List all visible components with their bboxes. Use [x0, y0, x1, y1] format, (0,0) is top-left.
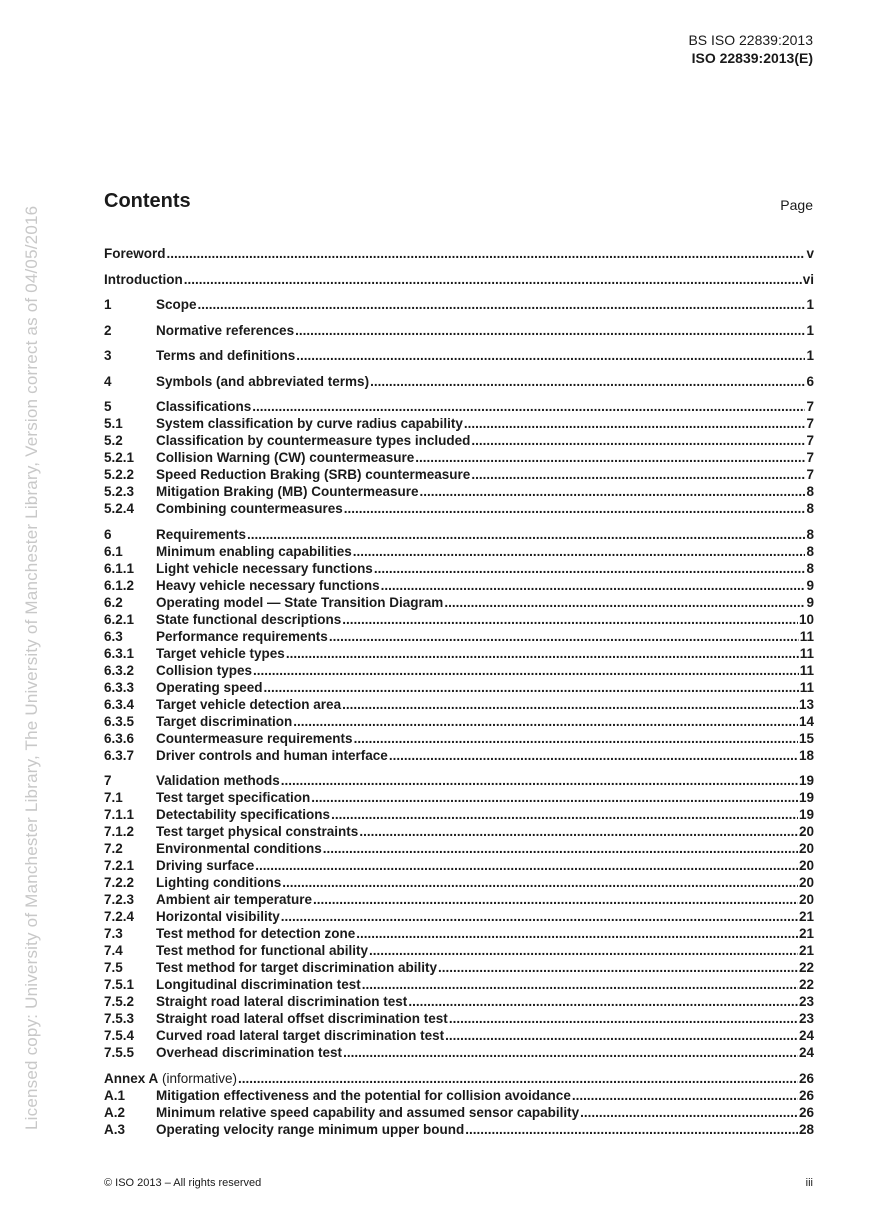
- toc-dot-leader: [167, 245, 806, 262]
- toc-section-number: 6.3.5: [104, 713, 135, 729]
- toc-page-number: 1: [806, 297, 814, 312]
- toc-section-number: 6: [104, 526, 112, 542]
- toc-entry[interactable]: [104, 611, 814, 628]
- license-watermark: Licensed copy: University of Manchester Library, The University of Manchester Library, Version correct as of 04/05/2016: [22, 205, 41, 1130]
- toc-page-number: 26: [798, 1070, 814, 1086]
- toc-page-number: 21: [798, 909, 814, 924]
- toc-section-number: 7.5.2: [104, 994, 135, 1009]
- toc-section-title: Minimum relative speed capability and assumed sensor capability: [156, 1104, 580, 1120]
- toc-section-title: Validation methods: [156, 773, 280, 788]
- toc-section-number: 5.1: [104, 416, 123, 431]
- toc-section-title: Driving surface: [156, 858, 255, 873]
- toc-entry[interactable]: [104, 679, 814, 696]
- toc-entry[interactable]: [104, 891, 814, 908]
- toc-section-number: 7.1.2: [104, 824, 135, 839]
- toc-section-number: 6.1.1: [104, 560, 135, 576]
- toc-entry[interactable]: [104, 398, 814, 415]
- toc-entry[interactable]: [104, 594, 814, 611]
- toc-group-gap: [104, 1061, 814, 1070]
- toc-section-number: 5.2.4: [104, 501, 135, 516]
- toc-section-title: Light vehicle necessary functions: [156, 560, 373, 576]
- toc-section-number: 6.1.2: [104, 577, 135, 593]
- toc-entry[interactable]: [104, 449, 814, 466]
- toc-section-title: Detectability specifications: [156, 807, 331, 822]
- toc-section-title: Test method for detection zone: [156, 926, 356, 941]
- toc-dot-leader: [464, 415, 806, 432]
- toc-dot-leader: [420, 483, 806, 500]
- toc-page-number: 7: [806, 433, 814, 448]
- toc-entry[interactable]: [104, 1070, 814, 1087]
- toc-section-title: Operating model — State Transition Diagram: [156, 594, 444, 610]
- toc-page-number: 9: [806, 577, 814, 593]
- toc-section-number: 6.3.7: [104, 747, 135, 763]
- toc-dot-leader: [247, 526, 805, 543]
- toc-page-number: 20: [798, 824, 814, 839]
- toc-page-number: 24: [798, 1028, 814, 1043]
- toc-section-title: Heavy vehicle necessary functions: [156, 577, 380, 593]
- toc-entry[interactable]: [104, 577, 814, 594]
- toc-section-title: Speed Reduction Braking (SRB) countermeasure: [156, 467, 471, 482]
- toc-entry[interactable]: [104, 747, 814, 764]
- header-standard-iso: ISO 22839:2013(E): [691, 50, 813, 66]
- toc-section-number: 6.2: [104, 594, 123, 610]
- toc-dot-leader: [374, 560, 806, 577]
- toc-section-number: 1: [104, 297, 112, 312]
- toc-section-number: 7.2.3: [104, 892, 135, 907]
- toc-dot-leader: [295, 322, 805, 339]
- toc-section-title: Longitudinal discrimination test: [156, 977, 361, 992]
- toc-section-number: 6.3.6: [104, 730, 135, 746]
- toc-entry[interactable]: [104, 789, 814, 806]
- toc-entry[interactable]: [104, 976, 814, 993]
- toc-entry[interactable]: [104, 1027, 814, 1044]
- toc-section-title: Mitigation Braking (MB) Countermeasure: [156, 484, 419, 499]
- toc-section-number: 6.3.3: [104, 679, 135, 695]
- toc-section-number: A.2: [104, 1104, 126, 1120]
- toc-entry[interactable]: [104, 347, 814, 373]
- toc-entry[interactable]: [104, 1104, 814, 1121]
- toc-annex-note: (informative): [158, 1070, 238, 1086]
- toc-section-title: Driver controls and human interface: [156, 747, 388, 763]
- toc-section-title: Target discrimination: [156, 713, 293, 729]
- toc-section-number: 3: [104, 348, 112, 363]
- toc-page-number: 21: [798, 926, 814, 941]
- toc-section-title: Mitigation effectiveness and the potential for collision avoidance: [156, 1087, 571, 1103]
- toc-entry[interactable]: [104, 322, 814, 348]
- toc-section-title: Operating velocity range minimum upper bound: [156, 1121, 465, 1137]
- toc-dot-leader: [331, 806, 798, 823]
- toc-section-title: Foreword: [104, 246, 166, 261]
- toc-section-title: Target vehicle types: [156, 645, 285, 661]
- toc-entry[interactable]: [104, 942, 814, 959]
- toc-dot-leader: [381, 577, 806, 594]
- toc-entry[interactable]: [104, 1121, 814, 1138]
- toc-section-title: Performance requirements: [156, 628, 328, 644]
- toc-entry[interactable]: [104, 1087, 814, 1104]
- toc-section-number: A.1: [104, 1087, 126, 1103]
- toc-dot-leader: [198, 296, 806, 313]
- toc-entry[interactable]: [104, 993, 814, 1010]
- toc-page-number: 6: [806, 373, 814, 389]
- toc-entry[interactable]: [104, 925, 814, 942]
- toc-page-number: 7: [806, 416, 814, 431]
- toc-page-number: 9: [806, 594, 814, 610]
- toc-section-title: Environmental conditions: [156, 841, 322, 856]
- toc-section-number: 6.3.2: [104, 662, 135, 678]
- toc-page-number: 22: [798, 960, 814, 975]
- toc-section-title: Lighting conditions: [156, 875, 282, 890]
- toc-page-number: 8: [806, 526, 814, 542]
- toc-section-number: 6.3: [104, 628, 123, 644]
- toc-section-title: Straight road lateral discrimination test: [156, 994, 408, 1009]
- toc-section-number: 7.5.5: [104, 1045, 135, 1060]
- toc-page-number: 14: [798, 713, 814, 729]
- toc-dot-leader: [354, 730, 798, 747]
- toc-dot-leader: [311, 789, 798, 806]
- toc-page-number: 1: [806, 322, 814, 338]
- toc-page-number: 26: [798, 1087, 814, 1103]
- toc-entry[interactable]: [104, 806, 814, 823]
- toc-section-number: 7: [104, 773, 112, 788]
- toc-section-number: A.3: [104, 1121, 126, 1137]
- toc-dot-leader: [252, 398, 805, 415]
- toc-page-number: 11: [799, 645, 814, 661]
- page-column-label: Page: [780, 197, 813, 213]
- toc-page-number: 7: [806, 450, 814, 465]
- toc-section-number: 5.2.1: [104, 450, 135, 465]
- toc-section-number: 7.5.1: [104, 977, 135, 992]
- toc-entry[interactable]: [104, 628, 814, 645]
- toc-section-title: Ambient air temperature: [156, 892, 313, 907]
- toc-section-title: Test target physical constraints: [156, 824, 359, 839]
- toc-dot-leader: [353, 543, 806, 560]
- toc-dot-leader: [438, 959, 798, 976]
- toc-dot-leader: [356, 925, 798, 942]
- toc-section-title: Symbols (and abbreviated terms): [156, 373, 370, 389]
- toc-section-title: Terms and definitions: [156, 348, 296, 363]
- toc-page-number: 19: [798, 790, 814, 805]
- toc-dot-leader: [359, 823, 798, 840]
- toc-section-number: 6.3.1: [104, 645, 135, 661]
- toc-entry[interactable]: [104, 840, 814, 857]
- toc-section-title: Operating speed: [156, 679, 263, 695]
- toc-page-number: 10: [798, 611, 814, 627]
- toc-dot-leader: [296, 347, 805, 364]
- toc-section-number: 5.2.3: [104, 484, 135, 499]
- toc-entry[interactable]: [104, 713, 814, 730]
- toc-dot-leader: [293, 713, 798, 730]
- toc-dot-leader: [342, 696, 798, 713]
- toc-dot-leader: [329, 628, 799, 645]
- toc-entry[interactable]: [104, 526, 814, 543]
- toc-page-number: 7: [806, 399, 814, 414]
- toc-dot-leader: [342, 611, 798, 628]
- toc-page-number: 19: [798, 773, 814, 788]
- toc-dot-leader: [465, 1121, 798, 1138]
- toc-section-number: 7.5: [104, 960, 123, 975]
- toc-page-number: 11: [799, 628, 814, 644]
- toc-section-title: Straight road lateral offset discrimination test: [156, 1011, 448, 1026]
- page-number: iii: [805, 1177, 813, 1189]
- toc-page-number: 20: [798, 858, 814, 873]
- toc-section-title: Test method for target discrimination ability: [156, 960, 438, 975]
- toc-entry[interactable]: [104, 296, 814, 322]
- toc-entry[interactable]: [104, 1044, 814, 1061]
- toc-entry[interactable]: [104, 908, 814, 925]
- toc-page-number: 15: [798, 730, 814, 746]
- toc-entry[interactable]: [104, 857, 814, 874]
- toc-section-number: 4: [104, 373, 112, 389]
- toc-entry[interactable]: [104, 645, 814, 662]
- toc-section-number: 6.3.4: [104, 696, 135, 712]
- toc-dot-leader: [323, 840, 798, 857]
- toc-section-number: 7.5.3: [104, 1011, 135, 1026]
- toc-dot-leader: [572, 1087, 798, 1104]
- toc-page-number: 13: [798, 696, 814, 712]
- toc-section-title: Curved road lateral target discrimination test: [156, 1028, 445, 1043]
- toc-dot-leader: [282, 874, 798, 891]
- toc-page-number: 20: [798, 841, 814, 856]
- toc-page-number: 23: [798, 994, 814, 1009]
- toc-section-number: 2: [104, 322, 112, 338]
- toc-dot-leader: [471, 432, 805, 449]
- toc-dot-leader: [471, 466, 805, 483]
- toc-section-title: Test method for functional ability: [156, 943, 369, 958]
- toc-section-number: 7.1.1: [104, 807, 135, 822]
- toc-section-number: 6.1: [104, 543, 123, 559]
- toc-page-number: 8: [806, 543, 814, 559]
- toc-page-number: 23: [798, 1011, 814, 1026]
- toc-page-number: 7: [806, 467, 814, 482]
- toc-dot-leader: [264, 679, 799, 696]
- toc-group-gap: [104, 517, 814, 526]
- toc-dot-leader: [370, 373, 805, 390]
- toc-dot-leader: [253, 662, 799, 679]
- toc-page-number: 28: [798, 1121, 814, 1137]
- toc-section-title: Normative references: [156, 322, 295, 338]
- toc-section-title: State functional descriptions: [156, 611, 342, 627]
- toc-page-number: 24: [798, 1045, 814, 1060]
- copyright-footer: © ISO 2013 – All rights reserved: [104, 1177, 262, 1189]
- toc-dot-leader: [362, 976, 798, 993]
- toc-section-number: 7.4: [104, 943, 123, 958]
- toc-entry[interactable]: [104, 271, 814, 297]
- toc-dot-leader: [344, 500, 806, 517]
- toc-entry[interactable]: [104, 466, 814, 483]
- toc-dot-leader: [389, 747, 798, 764]
- toc-section-title: Collision types: [156, 662, 253, 678]
- toc-section-title: Classifications: [156, 399, 252, 414]
- toc-entry[interactable]: [104, 874, 814, 891]
- toc-section-title: Collision Warning (CW) countermeasure: [156, 450, 415, 465]
- toc-section-number: 5: [104, 399, 112, 414]
- toc-section-number: 7.2.2: [104, 875, 135, 890]
- toc-section-number: 7.2.1: [104, 858, 135, 873]
- toc-section-title: System classification by curve radius capability: [156, 416, 463, 431]
- toc-dot-leader: [281, 772, 798, 789]
- toc-page-number: 11: [799, 662, 814, 678]
- toc-entry[interactable]: [104, 245, 814, 271]
- toc-entry[interactable]: [104, 415, 814, 432]
- toc-page-number: 8: [806, 560, 814, 576]
- toc-entry[interactable]: [104, 500, 814, 517]
- toc-section-title: Overhead discrimination test: [156, 1045, 343, 1060]
- toc-dot-leader: [444, 594, 805, 611]
- toc-page-number: v: [806, 246, 814, 261]
- toc-section-title: Scope: [156, 297, 197, 312]
- toc-dot-leader: [184, 271, 802, 288]
- toc-page-number: 18: [798, 747, 814, 763]
- toc-entry[interactable]: [104, 959, 814, 976]
- toc-dot-leader: [238, 1070, 798, 1087]
- toc-page-number: 11: [799, 679, 814, 695]
- toc-section-number: 5.2: [104, 433, 123, 448]
- toc-dot-leader: [255, 857, 798, 874]
- toc-section-title: Requirements: [156, 526, 247, 542]
- toc-dot-leader: [313, 891, 798, 908]
- toc-section-title: Countermeasure requirements: [156, 730, 353, 746]
- toc-entry[interactable]: [104, 772, 814, 789]
- toc-page-number: 21: [798, 943, 814, 958]
- table-of-contents: [104, 245, 814, 1138]
- toc-section-number: 5.2.2: [104, 467, 135, 482]
- header-standard-bs: BS ISO 22839:2013: [688, 32, 813, 48]
- toc-entry[interactable]: [104, 696, 814, 713]
- contents-title: Contents: [104, 190, 191, 212]
- toc-entry[interactable]: [104, 373, 814, 399]
- toc-section-title: Classification by countermeasure types included: [156, 433, 471, 448]
- toc-entry[interactable]: [104, 483, 814, 500]
- toc-entry[interactable]: [104, 662, 814, 679]
- toc-section-number: 7.2: [104, 841, 123, 856]
- toc-section-number: 7.1: [104, 790, 123, 805]
- toc-dot-leader: [445, 1027, 798, 1044]
- toc-section-number: 7.3: [104, 926, 123, 941]
- toc-page-number: 8: [806, 501, 814, 516]
- toc-entry[interactable]: [104, 432, 814, 449]
- toc-dot-leader: [343, 1044, 798, 1061]
- toc-page-number: vi: [802, 271, 814, 287]
- toc-section-title: Target vehicle detection area: [156, 696, 342, 712]
- toc-dot-leader: [286, 645, 799, 662]
- toc-section-number: 7.2.4: [104, 909, 135, 924]
- toc-page-number: 19: [798, 807, 814, 822]
- toc-dot-leader: [281, 908, 798, 925]
- toc-dot-leader: [580, 1104, 798, 1121]
- toc-dot-leader: [449, 1010, 798, 1027]
- toc-section-title: Horizontal visibility: [156, 909, 280, 924]
- toc-page-number: 22: [798, 977, 814, 992]
- toc-page-number: 20: [798, 875, 814, 890]
- toc-section-title: Test target specification: [156, 790, 311, 805]
- page-header: [688, 31, 813, 67]
- toc-page-number: 1: [806, 348, 814, 363]
- toc-page-number: 26: [798, 1104, 814, 1120]
- toc-dot-leader: [369, 942, 798, 959]
- toc-entry[interactable]: [104, 730, 814, 747]
- toc-section-title: Introduction: [104, 271, 183, 287]
- toc-entry[interactable]: [104, 1010, 814, 1027]
- toc-entry[interactable]: [104, 823, 814, 840]
- toc-page-number: 8: [806, 484, 814, 499]
- toc-section-title: Minimum enabling capabilities: [156, 543, 352, 559]
- toc-page-number: 20: [798, 892, 814, 907]
- toc-section-number: 7.5.4: [104, 1028, 135, 1043]
- toc-entry[interactable]: [104, 543, 814, 560]
- toc-section-title: Combining countermeasures: [156, 501, 343, 516]
- toc-dot-leader: [408, 993, 798, 1010]
- toc-section-number: 6.2.1: [104, 611, 135, 627]
- toc-group-gap: [104, 764, 814, 773]
- toc-entry[interactable]: [104, 560, 814, 577]
- toc-section-title: Annex A (informative): [104, 1070, 238, 1086]
- toc-dot-leader: [415, 449, 805, 466]
